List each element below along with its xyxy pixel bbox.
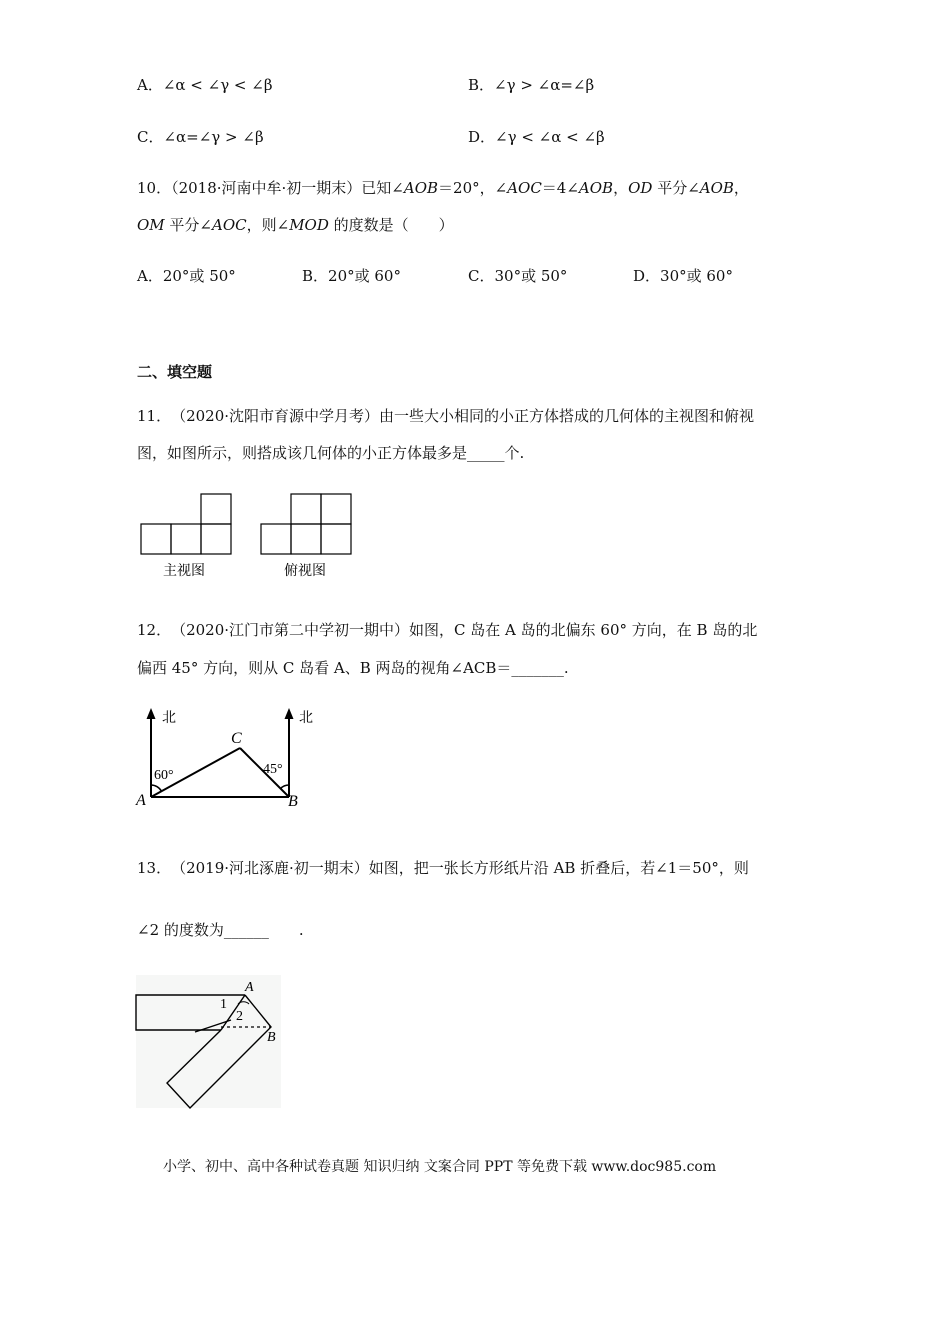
q10-option-b: B．20°或 60° [302,267,401,285]
q11-figure [135,490,365,585]
q13-figure [135,975,285,1115]
page-footer: 小学、初中、高中各种试卷真题 知识归纳 文案合同 PPT 等免费下载 www.doc985.com [163,1159,717,1175]
q10-line1 [137,178,749,198]
q10-var: AOC [507,179,542,197]
q10-var: AOB [578,179,614,197]
q9-option-d: D．∠γ < ∠α < ∠β [468,128,605,146]
angle-arc-b [281,785,290,789]
q12-figure [135,700,325,815]
q10-text: 平分∠ [652,179,700,197]
q10-text: ， [733,179,749,197]
q13-line1: 13． （2019·河北涿鹿·初一期末）如图，把一张长方形纸片沿 AB 折叠后，若∠1＝50°，则 [137,859,749,877]
north-label-left: 北 [162,710,176,726]
q10-text: 平分∠ [164,216,212,234]
q11-line2: 图，如图所示，则搭成该几何体的小正方体最多是_____个. [137,444,525,462]
front-view-square [201,524,231,554]
q11-line1: 11． （2020·沈阳市育源中学月考）由一些大小相同的小正方体搭成的几何体的主视图和俯视 [137,407,755,425]
point-b-label: B [267,1030,276,1045]
q10-line2 [137,215,454,235]
q10-option-c: C．30°或 50° [468,267,568,285]
q10-var: OM [137,216,165,234]
q9-option-a: A．∠α < ∠γ < ∠β [137,76,273,94]
top-view-square [291,494,321,524]
q10-option-a: A．20°或 50° [137,267,236,285]
angle-label-45: 45° [263,762,283,777]
front-view-square [141,524,171,554]
north-arrow-icon [147,708,156,719]
front-view-label: 主视图 [163,563,205,579]
point-a-label: A [136,792,146,809]
point-c-label: C [231,730,242,747]
q10-text: ，则∠ [246,216,290,234]
q10-text: ＝4∠ [541,179,579,197]
q12-line2: 偏西 45° 方向，则从 C 岛看 A、B 两岛的视角∠ACB＝_______. [137,659,569,677]
top-view-square [261,524,291,554]
top-view-label: 俯视图 [284,563,326,579]
q10-number: 10． [137,179,172,197]
q13-line2: ∠2 的度数为______ . [137,921,304,939]
top-view-square [321,524,351,554]
q10-var: AOB [403,179,439,197]
q10-text: ＝20°，∠ [438,179,508,197]
q9-option-c: C．∠α=∠γ > ∠β [137,128,264,146]
angle-label-60: 60° [154,768,174,783]
front-view-square [171,524,201,554]
north-label-right: 北 [299,710,313,726]
point-b-label: B [288,793,298,810]
q10-option-d: D．30°或 60° [633,267,733,285]
angle-1-label: 1 [220,997,227,1012]
top-view-square [291,524,321,554]
section-heading: 二、填空题 [137,363,213,381]
q10-var: AOB [699,179,734,197]
q10-text: ， [613,179,629,197]
q12-line1: 12． （2020·江门市第二中学初一期中）如图，C 岛在 A 岛的北偏东 60° 方向，在 B 岛的北 [137,621,758,639]
top-view-square [321,494,351,524]
q10-source: （2018·河南中牟·初一期末）已知∠ [171,179,404,197]
q10-var: OD [628,179,653,197]
front-view-square [201,494,231,524]
q10-var: AOC [212,216,247,234]
q9-option-b: B．∠γ > ∠α=∠β [468,76,595,94]
point-a-label: A [245,980,254,995]
q10-text: 的度数是（ ） [328,216,454,234]
q10-var: MOD [289,216,329,234]
angle-2-label: 2 [236,1009,243,1024]
north-arrow-icon [285,708,294,719]
angle-arc-a [151,785,162,791]
